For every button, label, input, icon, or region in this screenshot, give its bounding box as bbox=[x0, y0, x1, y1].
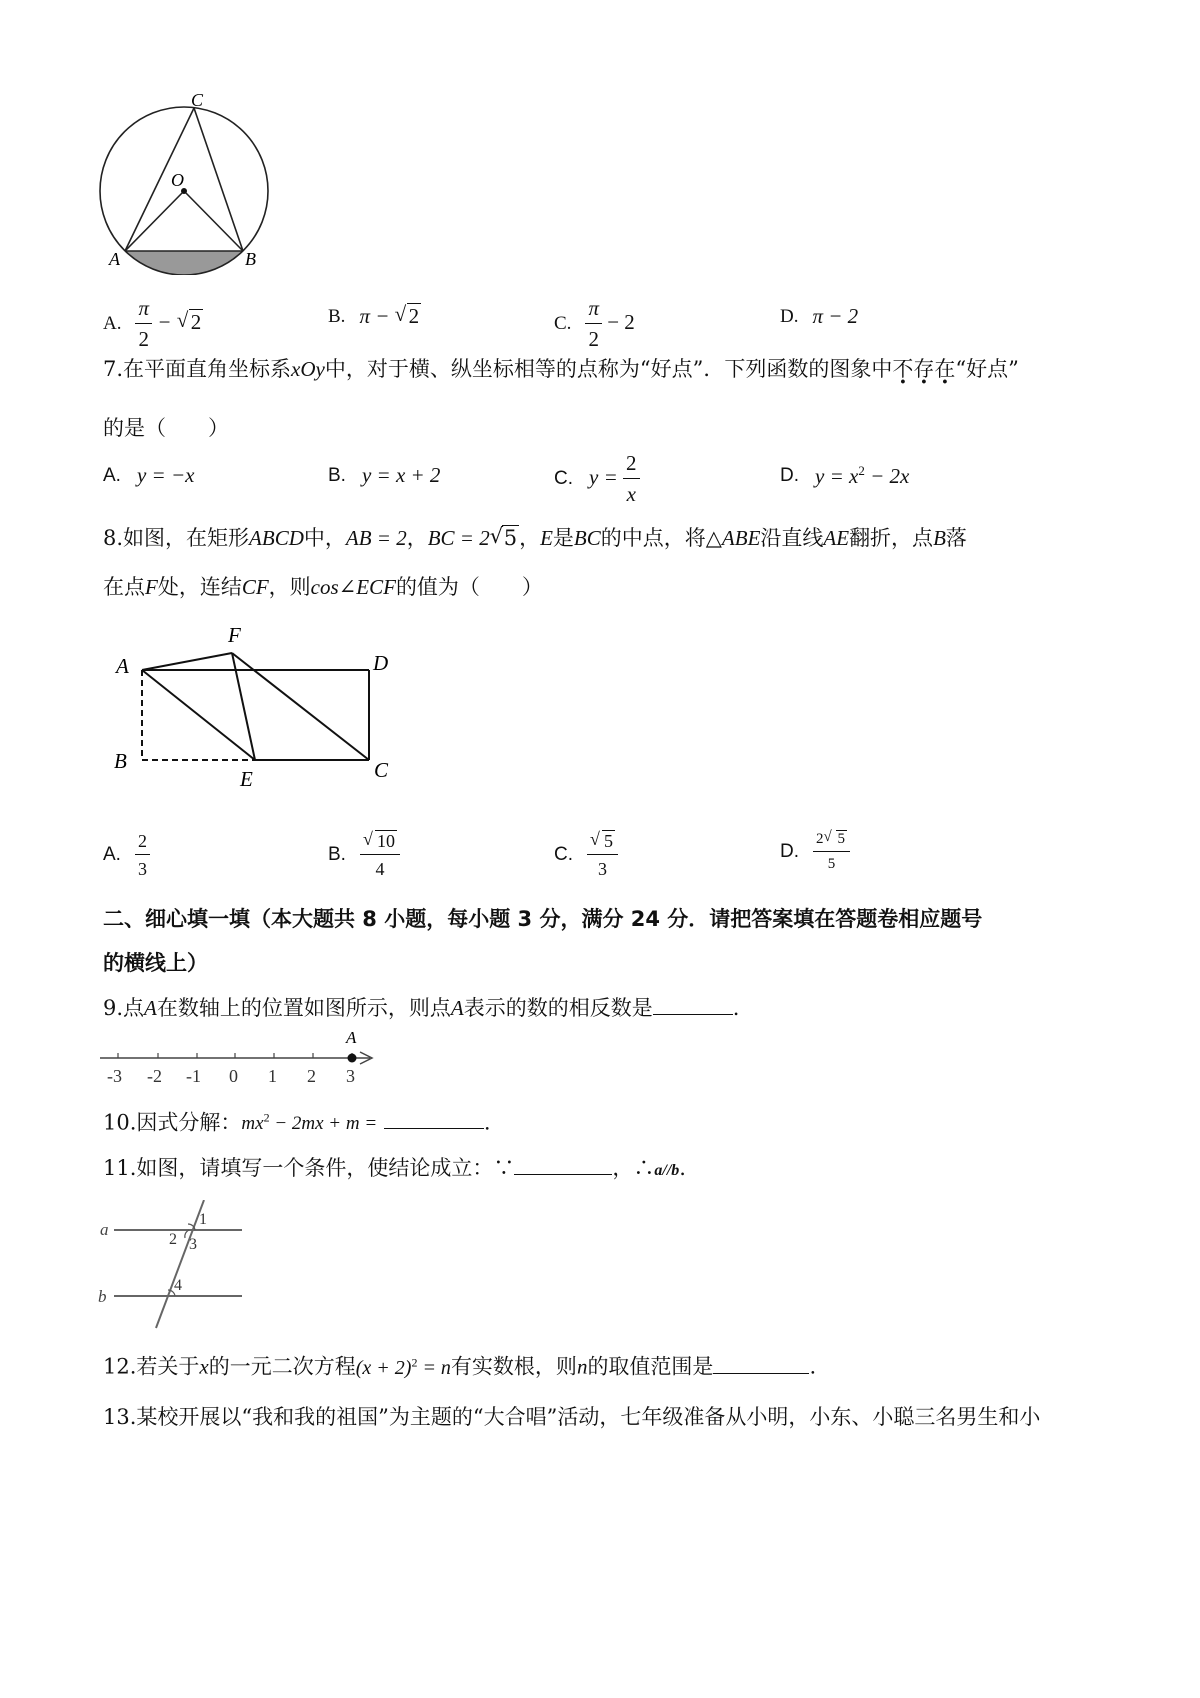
emphasis-char: 不 bbox=[892, 357, 914, 381]
segment-af bbox=[142, 653, 232, 670]
text: 8.如图，在矩形 bbox=[103, 526, 250, 550]
superscript: 2 bbox=[411, 1355, 418, 1369]
text: 落 bbox=[945, 526, 967, 550]
tick-label: 0 bbox=[229, 1066, 238, 1086]
q9-number-line bbox=[98, 1025, 388, 1087]
frac-den: x bbox=[626, 482, 636, 506]
var: ABCD bbox=[249, 526, 304, 550]
text: 9.点 bbox=[103, 996, 145, 1020]
radius-ob bbox=[184, 191, 243, 251]
radius-oa bbox=[125, 191, 184, 251]
section2-heading-line1: 二、细心填一填（本大题共 8 小题，每小题 3 分，满分 24 分．请把答案填在答题卷相应题号 bbox=[103, 907, 983, 931]
option-label: C. bbox=[554, 468, 573, 489]
label-e: E bbox=[240, 767, 253, 791]
var: n bbox=[576, 1354, 588, 1379]
label-f: F bbox=[228, 623, 241, 647]
q7-option-b[interactable] bbox=[328, 463, 440, 488]
tick-label: -3 bbox=[107, 1066, 122, 1086]
option-label: A. bbox=[103, 844, 121, 865]
text: 翻折，点 bbox=[849, 526, 934, 550]
option-label: A. bbox=[103, 313, 122, 334]
var: CF bbox=[241, 575, 269, 599]
var: B bbox=[933, 526, 946, 550]
q7-line2: 的是（ ） bbox=[103, 416, 229, 440]
q6-option-c[interactable] bbox=[554, 298, 635, 350]
frac-den: 5 bbox=[827, 856, 836, 872]
var: F bbox=[145, 575, 158, 599]
expr: (x + 2) bbox=[355, 1356, 412, 1379]
label-a: A bbox=[109, 249, 120, 269]
label-d: D bbox=[373, 651, 389, 675]
q8-line1 bbox=[103, 523, 967, 553]
label-c: C bbox=[191, 90, 204, 110]
option-label: A. bbox=[103, 464, 121, 486]
q13-text: 13.某校开展以“我和我的祖国”为主题的“大合唱”活动，七年级准备从小明，小东、小聪三名男生和小 bbox=[103, 1405, 1041, 1429]
text: . bbox=[679, 1156, 686, 1180]
label-b: B bbox=[114, 749, 127, 773]
text: . bbox=[732, 996, 740, 1020]
text: . bbox=[809, 1354, 817, 1379]
sqrt-radicand: 5 bbox=[837, 831, 845, 847]
label-3: 3 bbox=[189, 1236, 197, 1253]
sqrt-radicand: 2 bbox=[408, 304, 420, 328]
var: AE bbox=[823, 526, 850, 550]
point-a bbox=[348, 1054, 357, 1063]
q7-option-d[interactable] bbox=[780, 463, 909, 489]
q6-option-d[interactable] bbox=[780, 304, 858, 329]
tick-label: -1 bbox=[186, 1066, 201, 1086]
var: x bbox=[199, 1354, 209, 1379]
expr: mx bbox=[241, 1113, 264, 1135]
frac-den: 3 bbox=[598, 859, 607, 879]
frac-den: 4 bbox=[375, 859, 385, 879]
expr-rest: − 2x bbox=[870, 464, 910, 488]
text: “好点” bbox=[955, 357, 1019, 381]
label-b: b bbox=[98, 1287, 107, 1306]
var: A bbox=[144, 996, 157, 1020]
expr-rest: − 2 bbox=[607, 309, 635, 334]
answer-blank[interactable] bbox=[384, 1110, 484, 1129]
text: ， bbox=[519, 526, 541, 550]
segment-bc bbox=[194, 108, 243, 251]
option-label: C. bbox=[554, 313, 572, 334]
text: 处，连结 bbox=[157, 575, 242, 599]
sqrt-radicand: 5 bbox=[604, 831, 613, 851]
q6-option-a[interactable] bbox=[103, 298, 203, 350]
frac-num: π bbox=[585, 298, 602, 324]
label-1: 1 bbox=[199, 1211, 207, 1228]
expr-rest: − bbox=[157, 309, 172, 334]
q8-rectangle-figure bbox=[100, 615, 410, 795]
point-a-label: A bbox=[346, 1028, 357, 1047]
var: a//b bbox=[654, 1162, 680, 1179]
answer-blank[interactable] bbox=[713, 1355, 809, 1374]
text: ，∴ bbox=[612, 1156, 655, 1180]
text: 在点 bbox=[103, 575, 145, 599]
option-label: B. bbox=[328, 464, 346, 486]
text: 的取值范围是 bbox=[587, 1354, 714, 1379]
tick-label: -2 bbox=[147, 1066, 162, 1086]
q9-text bbox=[103, 993, 739, 1023]
superscript: 2 bbox=[263, 1111, 270, 1125]
label-4: 4 bbox=[174, 1277, 182, 1294]
emphasis-char: 在 bbox=[934, 357, 956, 381]
var: A bbox=[450, 996, 464, 1020]
expr-lhs: y = bbox=[589, 464, 618, 489]
q8-option-d[interactable] bbox=[780, 832, 850, 872]
q12-text bbox=[103, 1347, 816, 1383]
text: 表示的数的相反数是 bbox=[463, 996, 653, 1020]
frac-den: 2 bbox=[588, 327, 599, 351]
sqrt-radicand: 10 bbox=[376, 831, 395, 851]
text: 的一元二次方程 bbox=[208, 1354, 356, 1379]
text: 有实数根，则 bbox=[450, 1354, 577, 1379]
var: BC bbox=[573, 526, 601, 550]
var: E bbox=[540, 526, 553, 550]
q6-circle-figure bbox=[95, 85, 285, 275]
var: BC = 2 bbox=[427, 526, 490, 550]
var: cos∠ECF bbox=[310, 575, 396, 599]
option-label: B. bbox=[328, 305, 346, 327]
text: 11.如图，请填写一个条件，使结论成立：∵ bbox=[103, 1156, 515, 1180]
text: 在数轴上的位置如图所示，则点 bbox=[156, 996, 451, 1020]
label-a: a bbox=[100, 1220, 109, 1239]
text: ， bbox=[406, 526, 428, 550]
text: 的值为（ ） bbox=[395, 575, 543, 599]
text: . bbox=[483, 1110, 491, 1135]
emphasis-char: 存 bbox=[913, 357, 935, 381]
tick-label: 1 bbox=[268, 1066, 277, 1086]
text: 中，对于横、纵坐标相等的点称为“好点”．下列函数的图象中 bbox=[324, 357, 893, 381]
frac-num: 2 bbox=[135, 832, 150, 855]
q11-parallel-lines-figure bbox=[96, 1200, 256, 1330]
expr: y = x + 2 bbox=[361, 463, 441, 487]
frac-num: 2 bbox=[623, 453, 640, 479]
option-label: D. bbox=[780, 465, 799, 486]
var: xOy bbox=[291, 357, 325, 381]
option-label: D. bbox=[780, 305, 799, 327]
coef: 2 bbox=[816, 831, 824, 847]
tick-label: 3 bbox=[346, 1066, 355, 1086]
expr: = n bbox=[422, 1356, 451, 1379]
label-b: B bbox=[245, 249, 256, 269]
option-label: D. bbox=[780, 841, 799, 862]
tick-label: 2 bbox=[307, 1066, 316, 1086]
q7-option-a[interactable] bbox=[103, 463, 194, 488]
option-label: B. bbox=[328, 844, 346, 865]
text: 7.在平面直角坐标系 bbox=[103, 357, 292, 381]
expr: y = −x bbox=[136, 463, 195, 487]
q11-text bbox=[103, 1153, 686, 1186]
var: ABE bbox=[721, 526, 761, 550]
text: 的中点，将△ bbox=[600, 526, 722, 550]
expr: − 2mx + m = bbox=[274, 1113, 378, 1135]
text: 沿直线 bbox=[760, 526, 824, 550]
expr: π − 2 bbox=[812, 304, 859, 328]
text: 10.因式分解： bbox=[103, 1110, 242, 1135]
sqrt-radicand: 5 bbox=[503, 526, 518, 550]
label-o: O bbox=[171, 170, 184, 190]
answer-blank[interactable] bbox=[653, 996, 733, 1015]
q6-option-b[interactable] bbox=[328, 304, 421, 329]
shaded-segment bbox=[125, 251, 243, 275]
answer-blank[interactable] bbox=[514, 1156, 612, 1175]
frac-den: 2 bbox=[138, 327, 149, 351]
text: ，则 bbox=[268, 575, 311, 599]
frac-num: π bbox=[135, 298, 152, 324]
option-label: C. bbox=[554, 844, 573, 865]
expr: y = x bbox=[815, 464, 859, 488]
label-a: A bbox=[116, 654, 129, 678]
q8-option-c[interactable] bbox=[554, 832, 618, 878]
label-c: C bbox=[374, 758, 389, 782]
q7-option-c[interactable] bbox=[554, 453, 640, 505]
transversal bbox=[156, 1200, 204, 1328]
frac-den: 3 bbox=[137, 859, 147, 879]
var: AB = 2 bbox=[345, 526, 407, 550]
text: 中， bbox=[303, 526, 346, 550]
text: 是 bbox=[552, 526, 574, 550]
q8-line2 bbox=[103, 572, 543, 602]
q8-option-a[interactable] bbox=[103, 832, 150, 878]
label-2: 2 bbox=[169, 1231, 177, 1248]
superscript: 2 bbox=[858, 463, 865, 478]
expr: π − bbox=[359, 304, 390, 328]
section2-heading-line2: 的横线上） bbox=[103, 951, 208, 975]
text: 12.若关于 bbox=[103, 1354, 200, 1379]
q7-line1 bbox=[103, 354, 1019, 384]
q10-text bbox=[103, 1103, 491, 1139]
sqrt-radicand: 2 bbox=[190, 309, 202, 334]
q8-option-b[interactable] bbox=[328, 832, 400, 878]
